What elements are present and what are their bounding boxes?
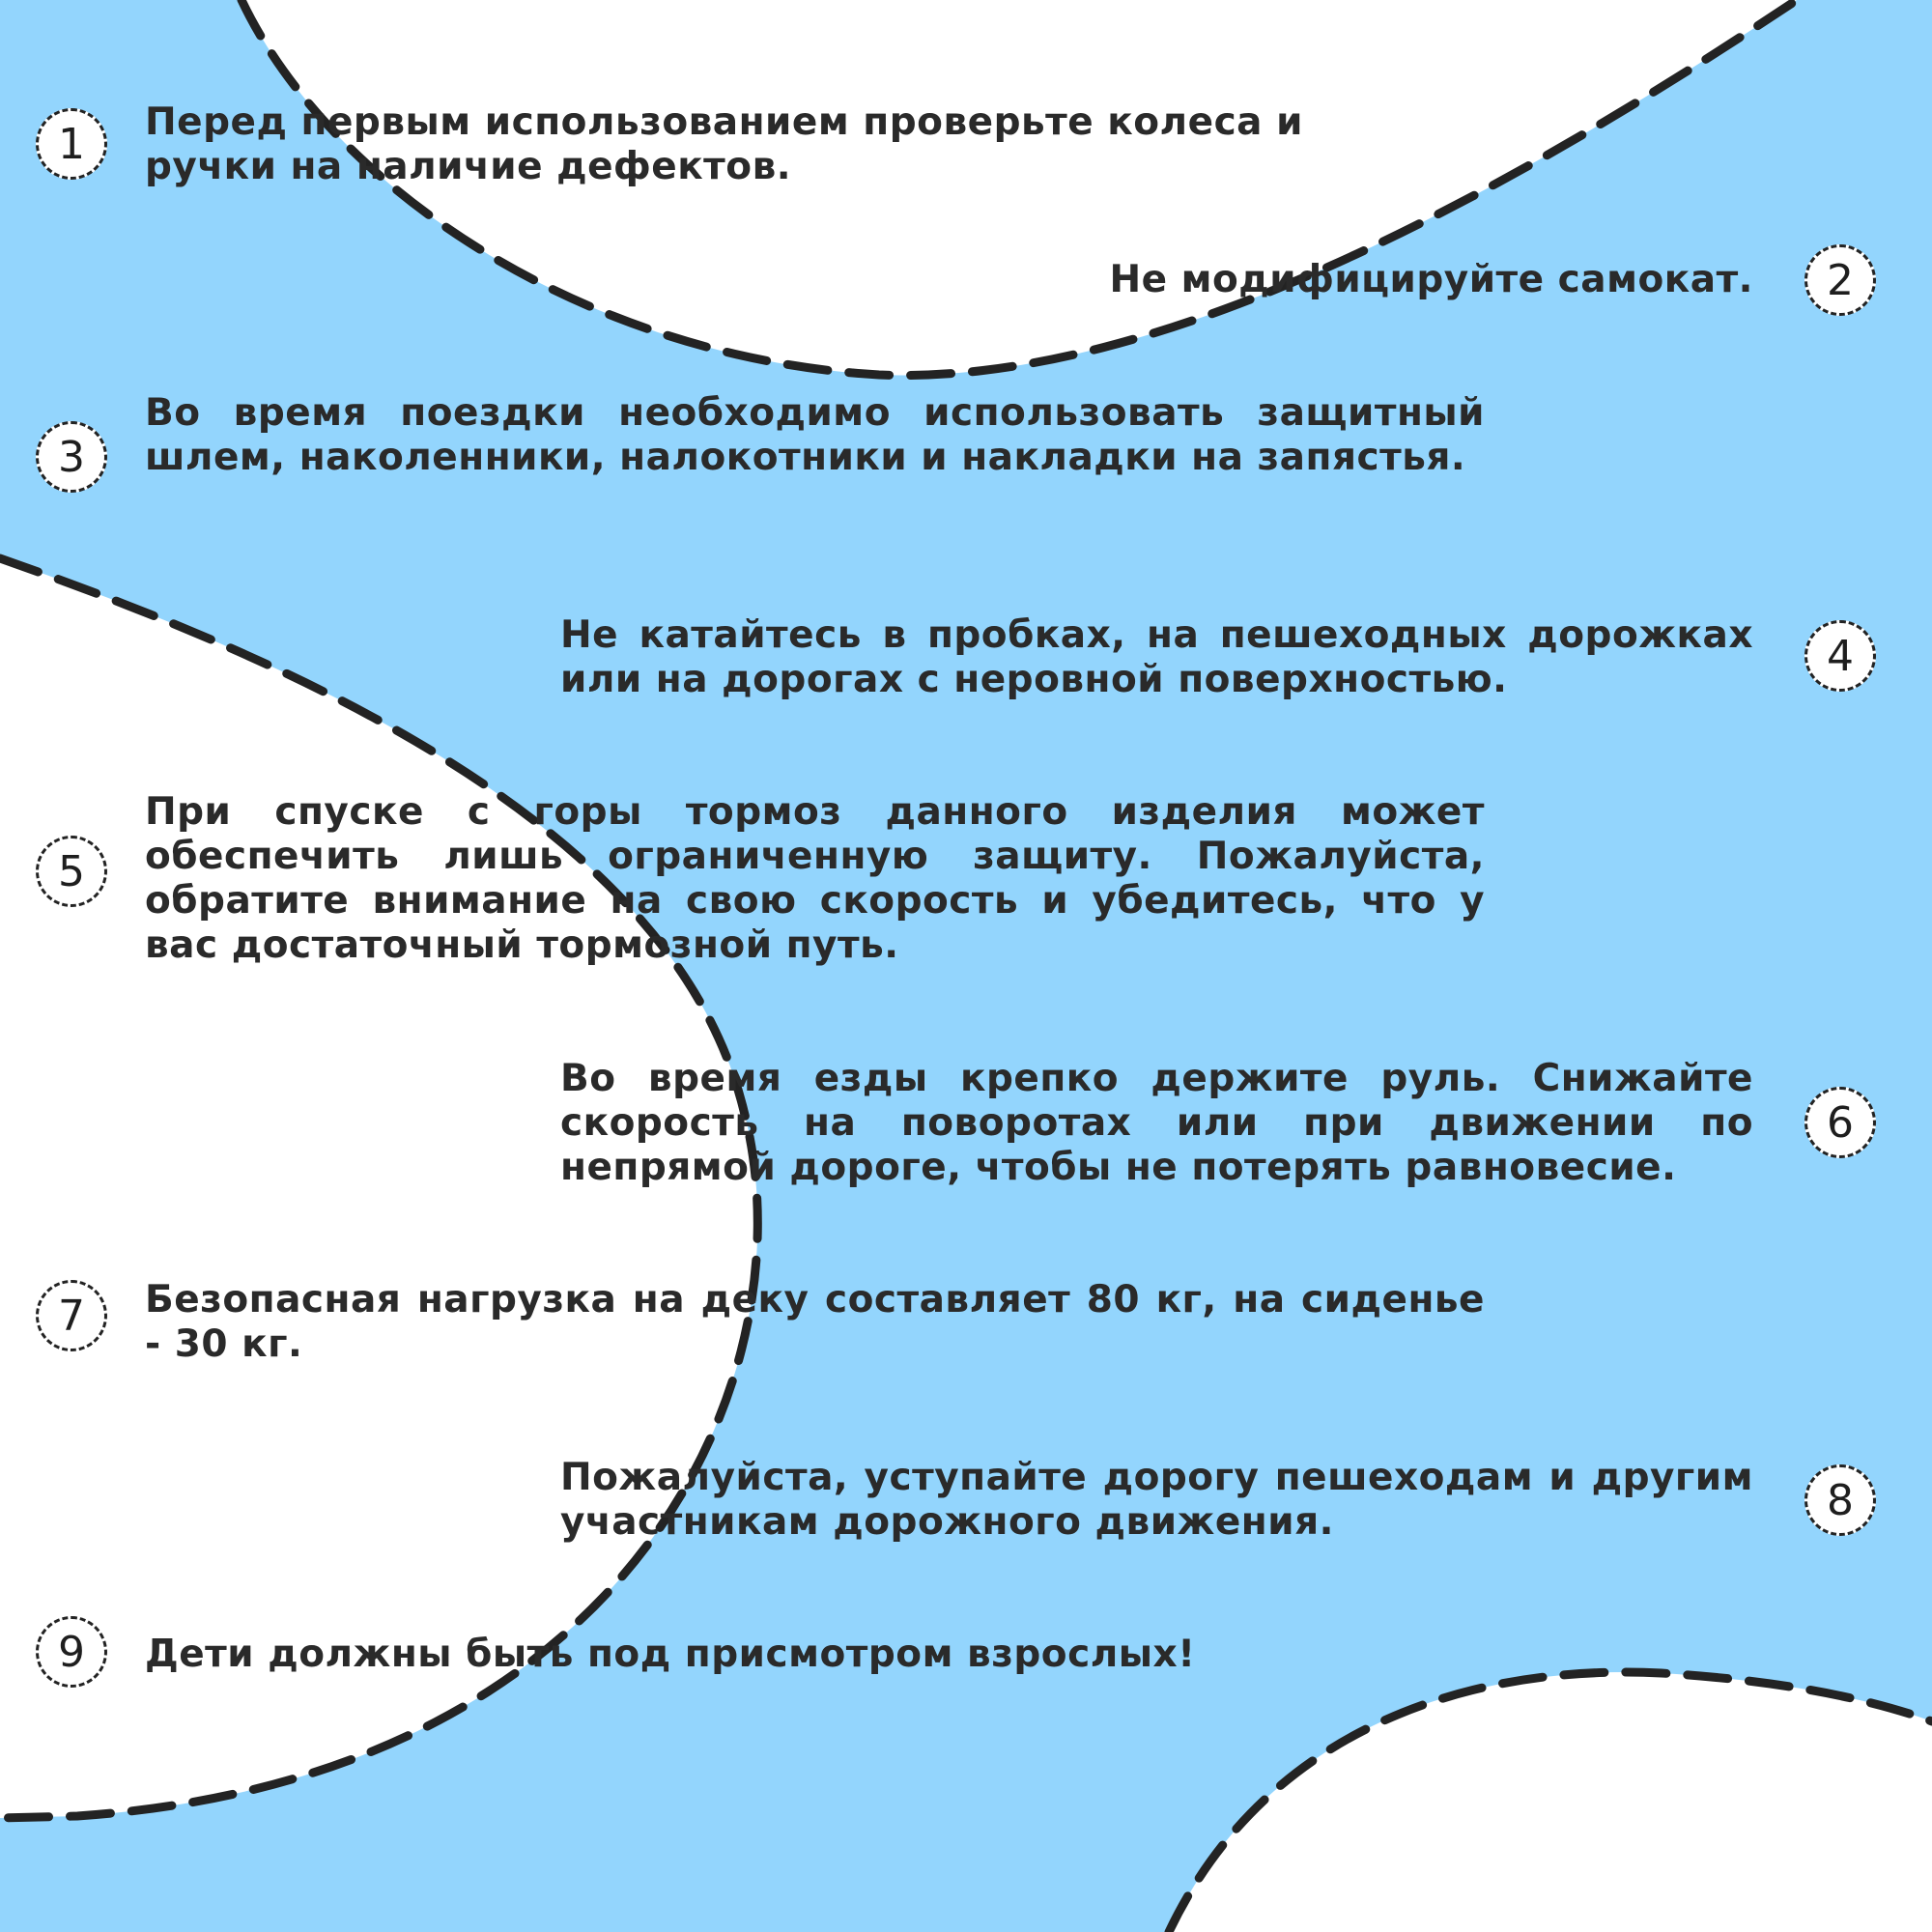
step-1-text: Перед первым использованием проверьте колеса и ручки на наличие дефектов. bbox=[145, 100, 1303, 188]
step-6-number-badge bbox=[1804, 1087, 1876, 1158]
step-5-text: При спуске с горы тормоз данного изделия может обеспечить лишь ограниченную защиту. Пожалуйста, обратите внимание на свою скорость и убедитесь, что у вас достаточный тормозной путь. bbox=[145, 790, 1485, 967]
step-4-text: Не катайтесь в пробках, на пешеходных дорожках или на дорогах с неровной поверхностью. bbox=[560, 613, 1753, 701]
step-9-text: Дети должны быть под присмотром взрослых! bbox=[145, 1633, 1196, 1676]
bottom-right-white-shape bbox=[1169, 1672, 1932, 1932]
step-3-text: Во время поездки необходимо использовать защитный шлем, наколенники, налокотники и накладки на запястья. bbox=[145, 391, 1485, 479]
step-9-number: 9 bbox=[58, 1627, 85, 1677]
step-4-number: 4 bbox=[1827, 631, 1854, 681]
step-3-number: 3 bbox=[58, 432, 85, 482]
step-4-number-badge bbox=[1804, 620, 1876, 692]
step-7-text: Безопасная нагрузка на деку составляет 80 кг, на сиденье - 30 кг. bbox=[145, 1278, 1485, 1366]
step-7-number-badge bbox=[36, 1280, 107, 1351]
step-2-number-badge bbox=[1804, 244, 1876, 316]
step-1-number: 1 bbox=[58, 119, 85, 169]
step-8-text: Пожалуйста, уступайте дорогу пешеходам и другим участникам дорожного движения. bbox=[560, 1456, 1753, 1544]
step-5-number: 5 bbox=[58, 846, 85, 896]
step-7-number: 7 bbox=[58, 1291, 85, 1341]
step-5-number-badge bbox=[36, 836, 107, 907]
step-9-number-badge bbox=[36, 1616, 107, 1688]
step-8-number-badge bbox=[1804, 1464, 1876, 1536]
step-8-number: 8 bbox=[1827, 1475, 1854, 1525]
step-2-number: 2 bbox=[1827, 255, 1854, 305]
step-3-number-badge bbox=[36, 421, 107, 493]
step-2-text: Не модифицируйте самокат. bbox=[1109, 258, 1753, 301]
step-1-number-badge bbox=[36, 108, 107, 180]
step-6-text: Во время езды крепко держите руль. Снижайте скорость на поворотах или при движении по непрямой дороге, чтобы не потерять равновесие. bbox=[560, 1057, 1753, 1189]
step-6-number: 6 bbox=[1827, 1097, 1854, 1148]
